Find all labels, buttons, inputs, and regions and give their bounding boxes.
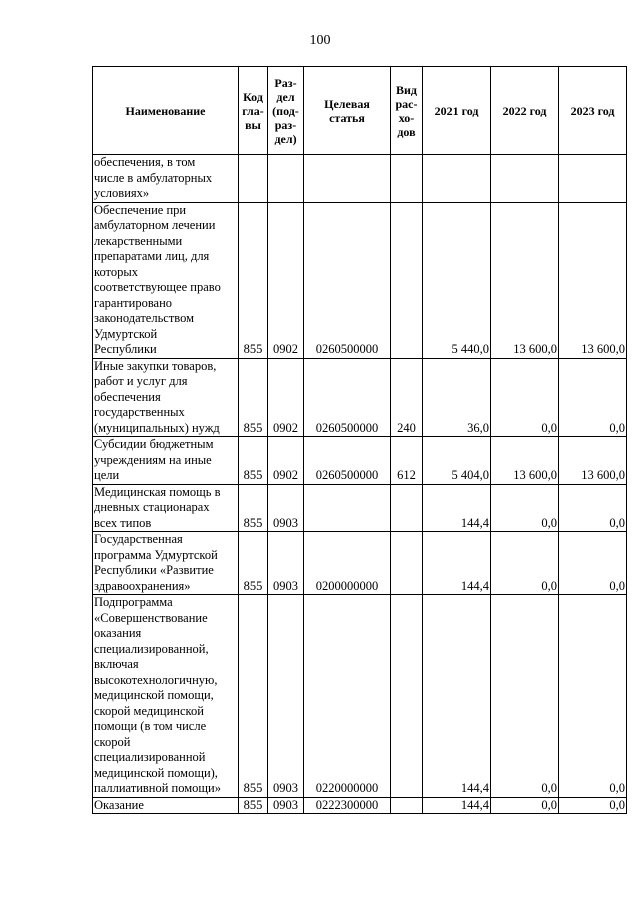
row-value-2022: 0,0 (491, 484, 559, 532)
row-value-2023: 0,0 (559, 358, 627, 437)
row-value-2023: 0,0 (559, 484, 627, 532)
row-value-2022: 0,0 (491, 358, 559, 437)
header-2023: 2023 год (559, 67, 627, 155)
row-expense-type (391, 797, 423, 814)
row-expense-type (391, 155, 423, 203)
row-name: обеспечения, в том числе в амбулаторных условиях» (93, 155, 239, 203)
row-value-2023: 0,0 (559, 797, 627, 814)
row-target-article: 0222300000 (304, 797, 391, 814)
row-value-2021 (423, 155, 491, 203)
row-value-2023: 0,0 (559, 532, 627, 595)
row-value-2023: 13 600,0 (559, 202, 627, 358)
row-section-code: 0903 (268, 797, 304, 814)
table-row (93, 595, 627, 798)
page-number: 100 (309, 33, 331, 48)
row-target-article (304, 155, 391, 203)
row-value-2021: 5 440,0 (423, 202, 491, 358)
table-row (93, 155, 627, 203)
row-chapter-code (239, 155, 268, 203)
row-section-code (268, 155, 304, 203)
row-section-code: 0902 (268, 437, 304, 485)
row-chapter-code: 855 (239, 797, 268, 814)
table-body (93, 155, 627, 814)
row-value-2021: 144,4 (423, 532, 491, 595)
row-target-article: 0260500000 (304, 437, 391, 485)
row-chapter-code: 855 (239, 484, 268, 532)
table-row (93, 797, 627, 814)
row-value-2021: 36,0 (423, 358, 491, 437)
header-target: Целевая статья (304, 67, 391, 155)
row-section-code: 0903 (268, 595, 304, 798)
header-expense: Вид рас- хо- дов (391, 67, 423, 155)
row-section-code: 0903 (268, 532, 304, 595)
row-section-code: 0903 (268, 484, 304, 532)
row-value-2021: 5 404,0 (423, 437, 491, 485)
row-name: Подпрограмма «Совершенствование оказания специализированной, включая высокотехнологичную, медицинской помощи, скорой медицинской помощи (в том числе скорой специализированной медицинской помощи), паллиативной помощи» (93, 595, 239, 798)
table-row (93, 358, 627, 437)
row-target-article: 0220000000 (304, 595, 391, 798)
row-expense-type (391, 484, 423, 532)
row-target-article: 0200000000 (304, 532, 391, 595)
table-header-row (93, 67, 627, 155)
row-value-2022: 0,0 (491, 532, 559, 595)
row-expense-type: 240 (391, 358, 423, 437)
row-target-article: 0260500000 (304, 202, 391, 358)
row-name: Субсидии бюджетным учреждениям на иные цели (93, 437, 239, 485)
row-name: Медицинская помощь в дневных стационарах всех типов (93, 484, 239, 532)
header-name: Наименование (93, 67, 239, 155)
row-name: Оказание (93, 797, 239, 814)
table-row (93, 532, 627, 595)
table-row (93, 484, 627, 532)
row-value-2022: 13 600,0 (491, 202, 559, 358)
row-chapter-code: 855 (239, 358, 268, 437)
row-expense-type (391, 595, 423, 798)
row-expense-type (391, 202, 423, 358)
table-row (93, 437, 627, 485)
header-2021: 2021 год (423, 67, 491, 155)
row-value-2022 (491, 155, 559, 203)
row-value-2022: 13 600,0 (491, 437, 559, 485)
row-expense-type: 612 (391, 437, 423, 485)
row-chapter-code: 855 (239, 532, 268, 595)
header-2022: 2022 год (491, 67, 559, 155)
row-value-2022: 0,0 (491, 797, 559, 814)
table-row (93, 202, 627, 358)
row-target-article (304, 484, 391, 532)
row-expense-type (391, 532, 423, 595)
row-value-2021: 144,4 (423, 484, 491, 532)
row-name: Иные закупки товаров, работ и услуг для обеспечения государственных (муниципальных) нужд (93, 358, 239, 437)
row-chapter-code: 855 (239, 595, 268, 798)
row-value-2023 (559, 155, 627, 203)
row-target-article: 0260500000 (304, 358, 391, 437)
row-value-2022: 0,0 (491, 595, 559, 798)
row-name: Обеспечение при амбулаторном лечении лекарственными препаратами лиц, для которых соответствующее право гарантировано законодательством Удмуртской Республики (93, 202, 239, 358)
row-value-2023: 13 600,0 (559, 437, 627, 485)
row-chapter-code: 855 (239, 437, 268, 485)
header-section: Раз- дел (под- раз- дел) (268, 67, 304, 155)
budget-table (92, 66, 627, 814)
row-section-code: 0902 (268, 202, 304, 358)
row-value-2021: 144,4 (423, 797, 491, 814)
row-value-2021: 144,4 (423, 595, 491, 798)
row-section-code: 0902 (268, 358, 304, 437)
header-chapter: Код гла- вы (239, 67, 268, 155)
row-name: Государственная программа Удмуртской Республики «Развитие здравоохранения» (93, 532, 239, 595)
row-value-2023: 0,0 (559, 595, 627, 798)
row-chapter-code: 855 (239, 202, 268, 358)
